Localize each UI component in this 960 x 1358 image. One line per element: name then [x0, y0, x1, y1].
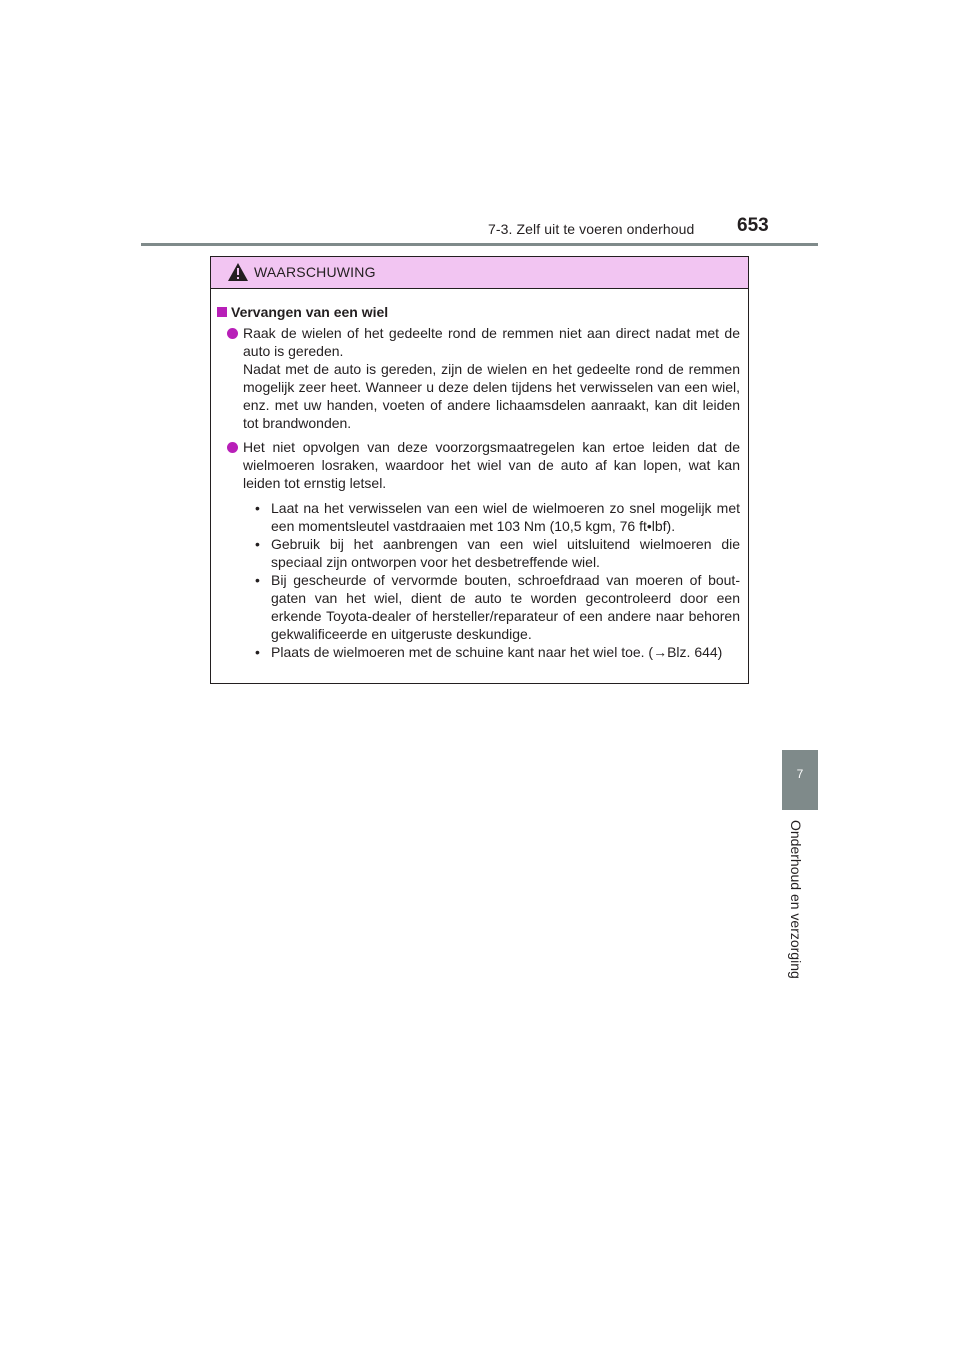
- warning-item: [217, 324, 740, 432]
- chapter-number: 7: [796, 767, 804, 781]
- warning-item-lead: Het niet opvolgen van deze voorzorgsmaatregelen kan ertoe leiden dat de wielmoeren losraken, waardoor het wiel van de auto af kan lopen, wat kan leiden tot ernstig letsel.: [243, 439, 740, 491]
- section-heading-text: Vervangen van een wiel: [231, 304, 389, 320]
- warning-body: [211, 289, 748, 661]
- list-item: • Gebruik bij het aanbrengen van een wiel uitsluitend wielmoeren die speciaal zijn ontworpen voor het desbetreffende wiel.: [255, 535, 740, 571]
- warning-title: WAARSCHUWING: [254, 264, 376, 280]
- list-item: • Plaats de wielmoeren met de schuine kant naar het wiel toe. (→Blz. 644): [255, 643, 740, 661]
- section-heading: [217, 303, 740, 321]
- warning-item-lead: Raak de wielen of het gedeelte rond de remmen niet aan direct nadat met de auto is gereden.: [243, 325, 740, 359]
- warning-triangle-icon: [227, 262, 249, 282]
- warning-item: [217, 438, 740, 492]
- chapter-label: Onderhoud en verzorging: [788, 820, 804, 979]
- list-item: • Laat na het verwisselen van een wiel de wielmoeren zo snel mogelijk met een momentsleutel vastdraaien met 103 Nm (10,5 kgm, 76 ft•lbf).: [255, 499, 740, 535]
- square-bullet-icon: [217, 307, 227, 317]
- list-item: • Bij gescheurde of vervormde bouten, schroefdraad van moeren of boutgaten van het wiel, dient de auto te worden gecontroleerd door een erkende Toyota-dealer of hersteller/reparateur of een andere naar behoren gekwalificeerde en uitgeruste deskundige.: [255, 571, 740, 643]
- warning-header: [211, 257, 748, 289]
- precaution-list: [255, 499, 740, 661]
- page-number: 653: [737, 215, 769, 236]
- warning-box: [210, 256, 749, 684]
- header-section-title: 7-3. Zelf uit te voeren onderhoud: [488, 221, 695, 237]
- circle-bullet-icon: [227, 442, 238, 453]
- circle-bullet-icon: [227, 328, 238, 339]
- warning-item-detail: Nadat met de auto is gereden, zijn de wielen en het gedeelte rond de remmen mogelijk zeer heet. Wanneer u deze delen tijdens het verwisselen van een wiel, enz. met uw handen, voeten of andere lichaamsdelen aanraakt, kan dit leiden tot brandwonden.: [243, 361, 740, 431]
- header-divider: [141, 243, 818, 246]
- chapter-tab: [782, 750, 818, 810]
